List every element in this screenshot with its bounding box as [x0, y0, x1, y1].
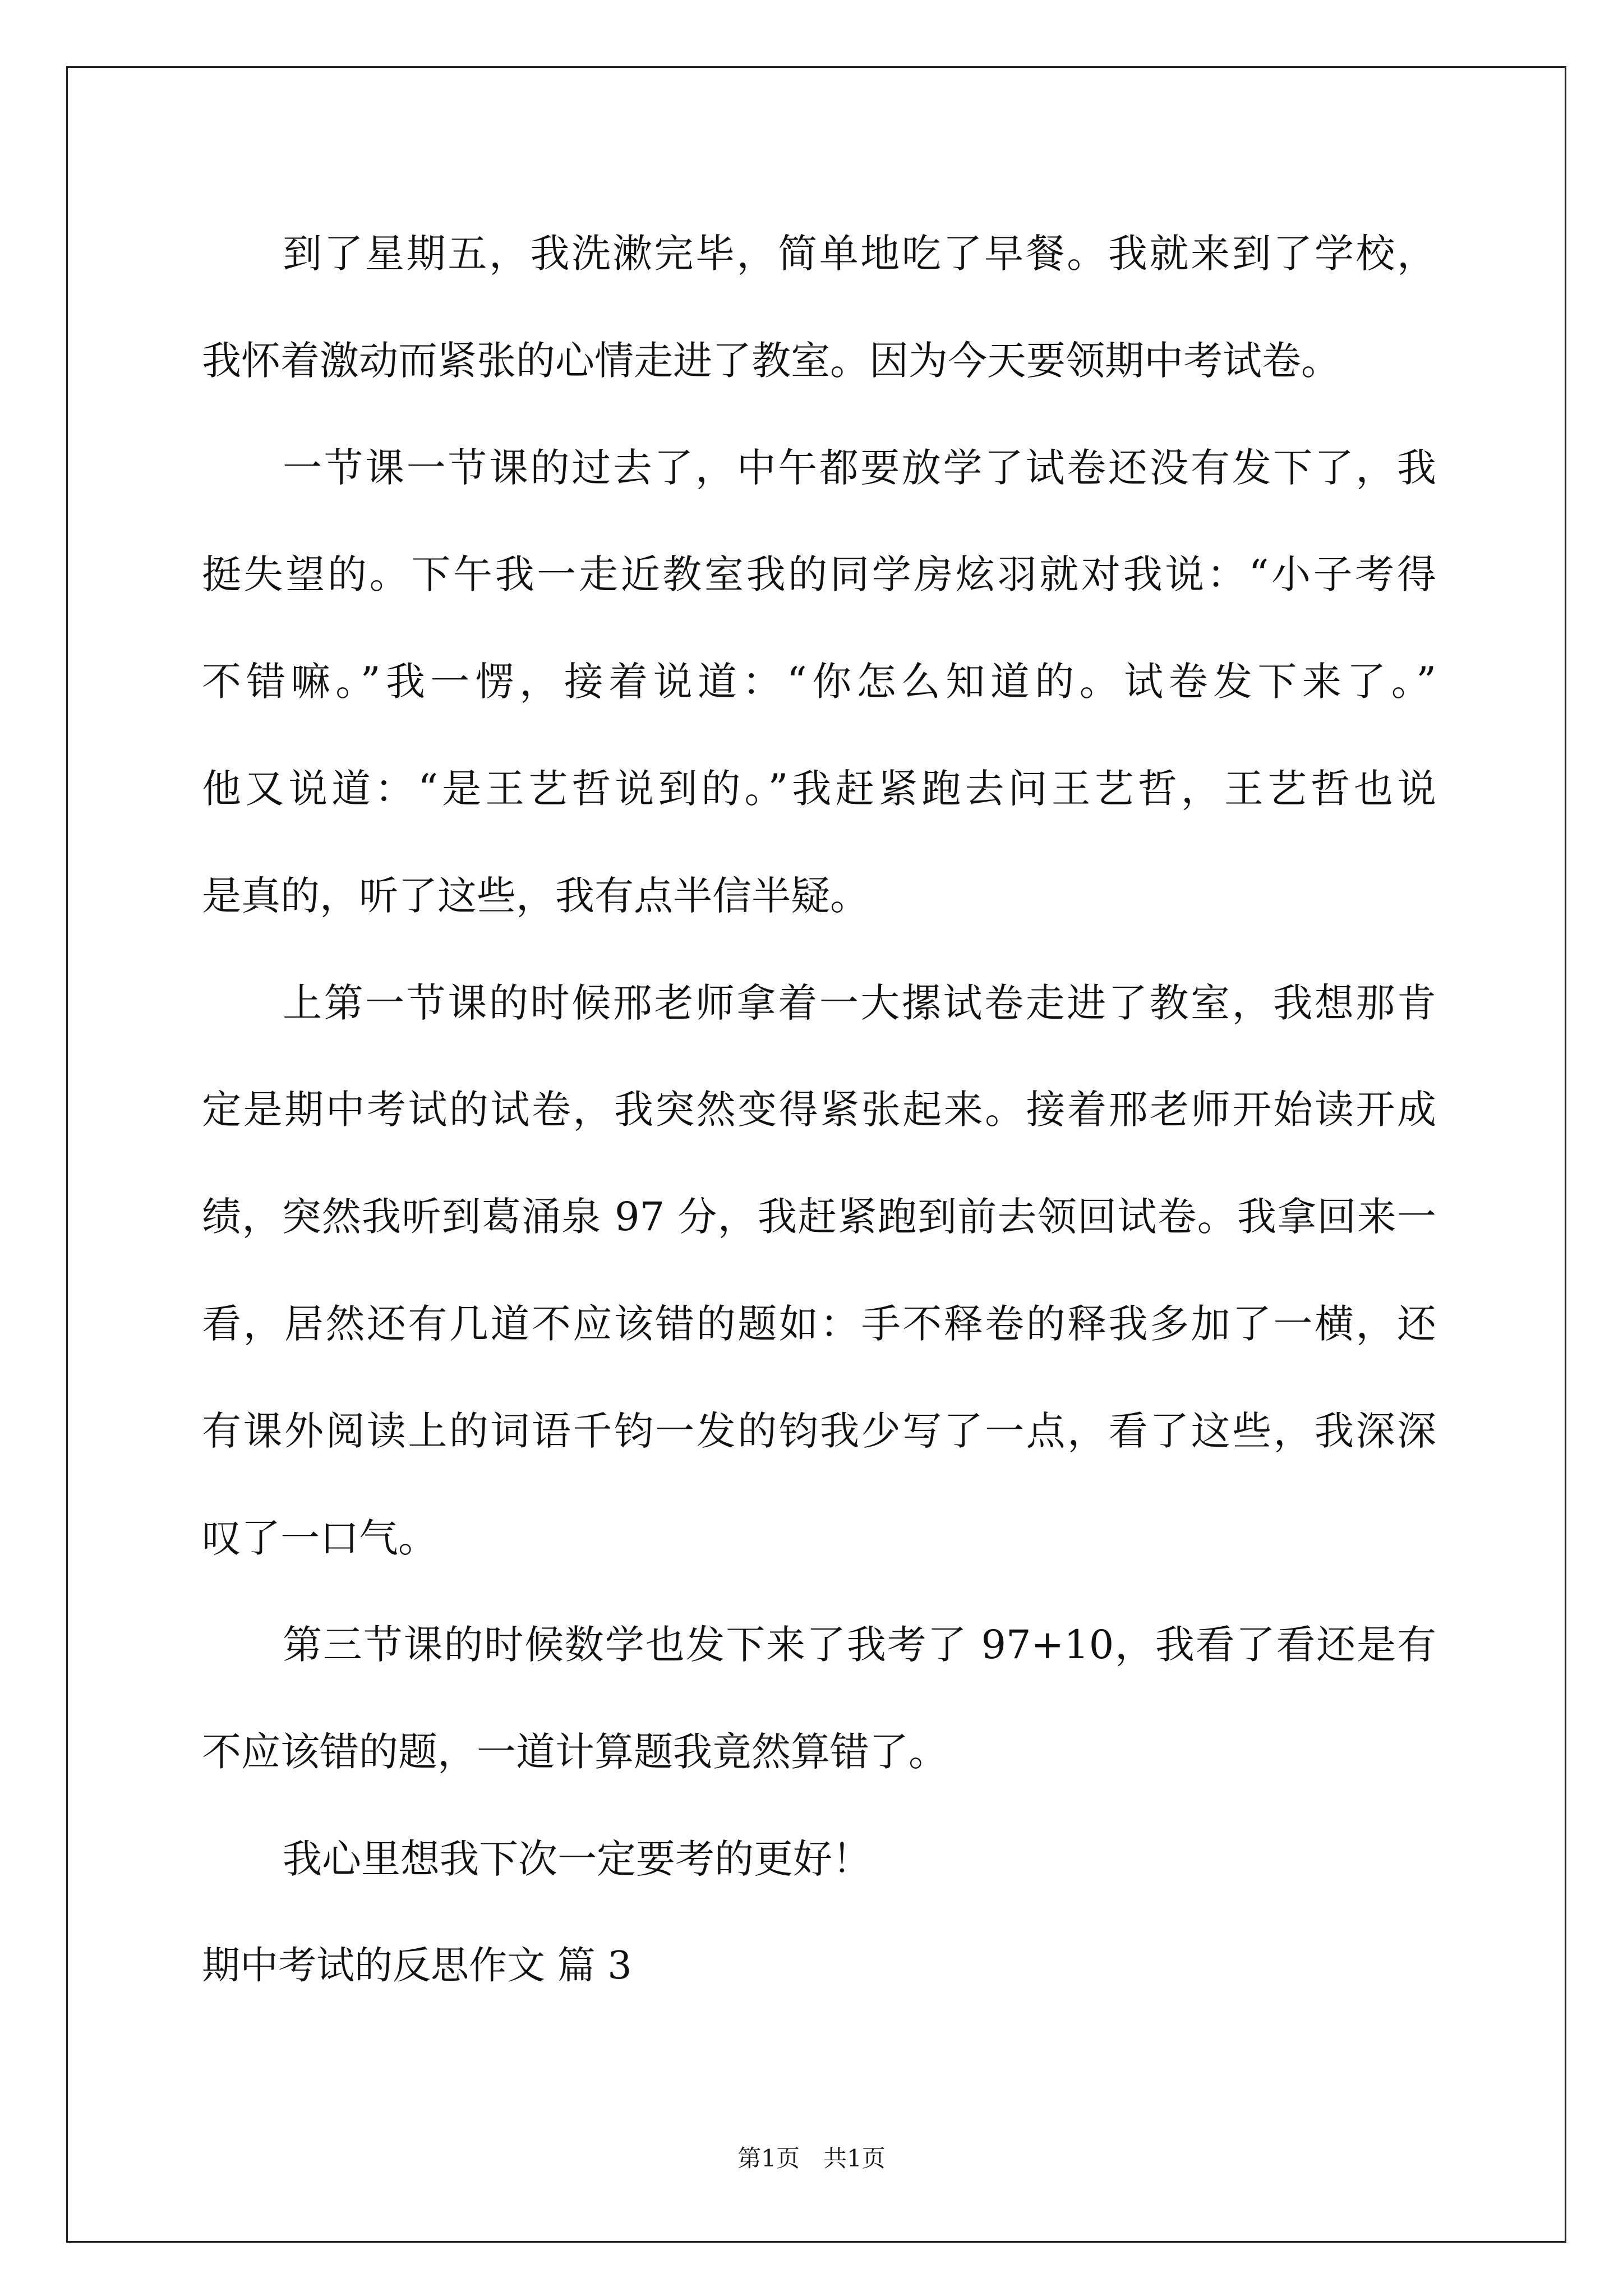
text-line: 叹了一口气。	[202, 1515, 437, 1561]
text-line: 有课外阅读上的词语千钧一发的钧我少写了一点，看了这些，我深深	[202, 1407, 1436, 1454]
text-line: 挺失望的。下午我一走近教室我的同学房炫羽就对我说：“小子考得	[202, 551, 1436, 598]
paragraph	[202, 1591, 1436, 1806]
section-heading: 期中考试的反思作文 篇 3	[202, 1943, 632, 1988]
text-line: 不错嘛。”我一愣，接着说道：“你怎么知道的。试卷发下来了。”	[202, 659, 1436, 705]
text-line: 到了星期五，我洗漱完毕，简单地吃了早餐。我就来到了学校，	[283, 231, 1436, 277]
text-line: 是真的，听了这些，我有点半信半疑。	[202, 872, 869, 919]
page-number-footer: 第1页 共1页	[737, 2145, 886, 2172]
text-line: 我怀着激动而紧张的心情走进了教室。因为今天要领期中考试卷。	[202, 337, 1340, 384]
text-line: 定是期中考试的试卷，我突然变得紧张起来。接着邢老师开始读开成	[202, 1087, 1436, 1133]
text-line: 第三节课的时候数学也发下来了我考了 97+10，我看了看还是有	[283, 1622, 1436, 1668]
text-line: 不应该错的题，一道计算题我竟然算错了。	[202, 1729, 948, 1775]
text-line: 看，居然还有几道不应该错的题如：手不释卷的释我多加了一横，还	[202, 1300, 1436, 1347]
text-line: 他又说道：“是王艺哲说到的。”我赶紧跑去问王艺哲，王艺哲也说	[202, 765, 1436, 812]
text-line: 绩，突然我听到葛涌泉 97 分，我赶紧跑到前去领回试卷。我拿回来一	[202, 1194, 1436, 1240]
paragraph	[202, 1806, 1436, 1913]
text-line: 上第一节课的时候邢老师拿着一大摞试卷走进了教室，我想那肯	[283, 979, 1436, 1026]
paragraph	[202, 950, 1436, 1592]
document-body	[202, 200, 1436, 2020]
text-line: 一节课一节课的过去了，中午都要放学了试卷还没有发下了，我	[283, 444, 1436, 491]
paragraph	[202, 200, 1436, 415]
text-line: 我心里想我下次一定要考的更好！	[283, 1835, 872, 1882]
paragraph	[202, 415, 1436, 950]
